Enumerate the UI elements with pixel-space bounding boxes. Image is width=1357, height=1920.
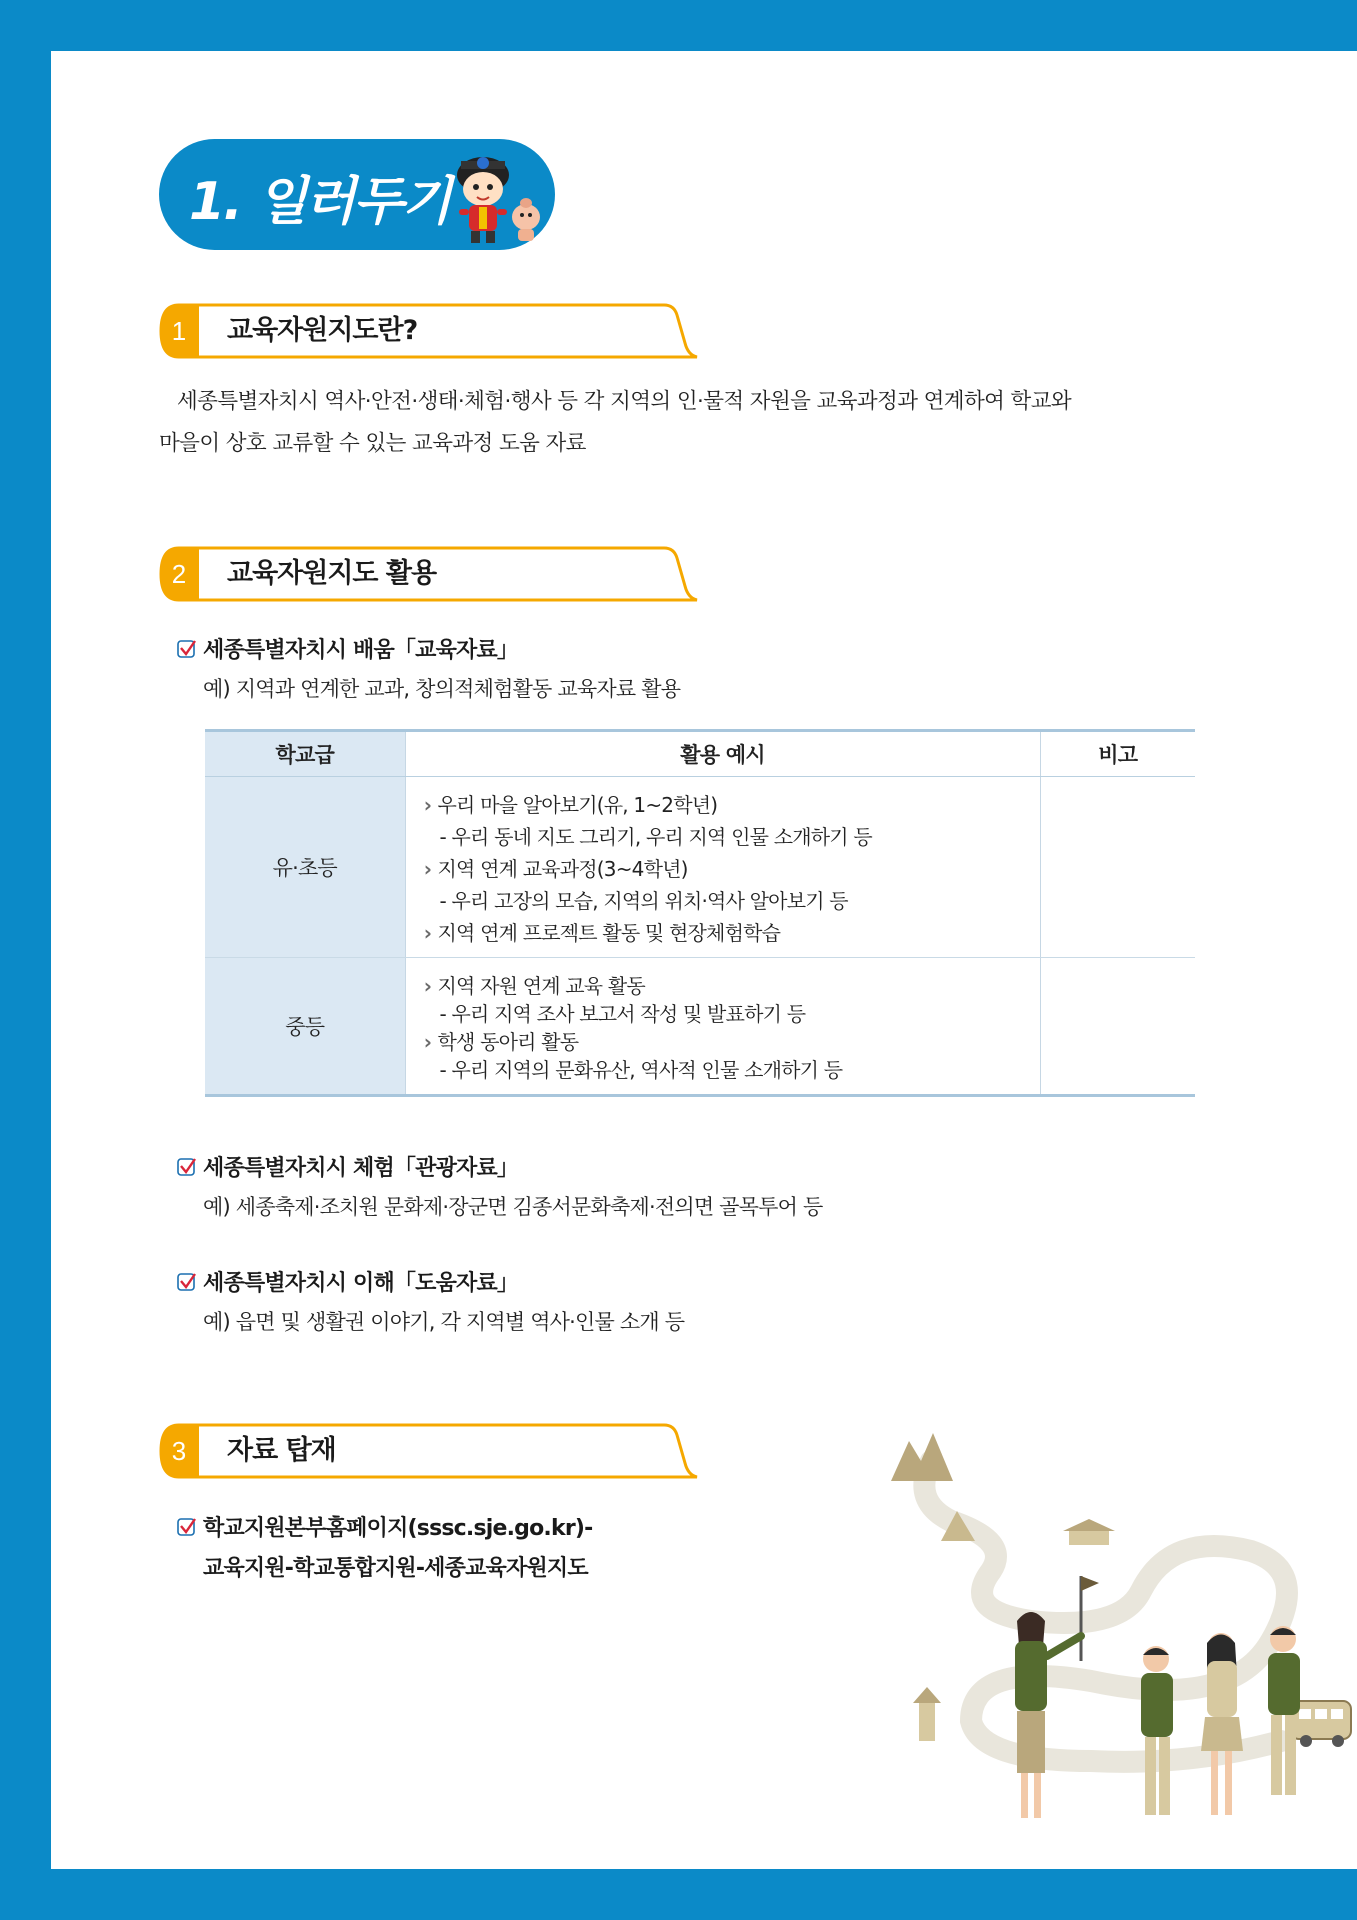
table-cell-examples: [405, 777, 1040, 958]
check-item-tourism: [177, 1151, 518, 1182]
table-header-level: 학교급: [205, 731, 405, 777]
section-number: 2: [171, 559, 187, 589]
section-3-header: [159, 1423, 699, 1479]
example-line: › 지역 연계 교육과정(3~4학년): [420, 853, 1026, 885]
example-text: 예) 세종축제·조치원 문화제·장군면 김종서문화축제·전의면 골목투어 등: [203, 1195, 823, 1219]
upload-location-line: 학교지원본부홈페이지(sssc.sje.go.kr)-: [203, 1516, 593, 1541]
table-row: [205, 777, 1195, 958]
example-line: › 우리 마을 알아보기(유, 1~2학년): [420, 789, 1026, 821]
table-row: [205, 958, 1195, 1096]
usage-table: [205, 729, 1195, 1097]
check-item-learning: [177, 633, 518, 664]
check-item-label: 세종특별자치시 배움「교육자료」: [203, 638, 519, 663]
section-title: 자료 탑재: [227, 1435, 336, 1466]
example-text: 예) 지역과 연계한 교과, 창의적체험활동 교육자료 활용: [203, 677, 681, 701]
document-page: [51, 51, 1357, 1869]
section-2-header: [159, 546, 699, 602]
section-number: 1: [171, 316, 187, 346]
section-1-header: [159, 303, 699, 359]
table-cell-level: 중등: [205, 958, 405, 1096]
table-cell-note: [1040, 958, 1195, 1096]
chapter-title-pill: [159, 139, 555, 250]
example-line: › 학생 동아리 활동: [420, 1028, 1026, 1056]
example-subline: - 우리 고장의 모습, 지역의 위치·역사 알아보기 등: [439, 889, 848, 913]
mascot-icon: [431, 147, 551, 247]
paragraph-line: 세종특별자치시 역사·안전·생태·체험·행사 등 각 지역의 인·물적 자원을 교육과정과 연계하여 학교와: [177, 389, 1072, 414]
upload-location-path: 교육지원-학교통합지원-세종교육자원지도: [203, 1556, 588, 1581]
table-cell-level: 유·초등: [205, 777, 405, 958]
table-cell-note: [1040, 777, 1195, 958]
section-1-paragraph: [159, 381, 1204, 465]
check-item-label: 세종특별자치시 체험「관광자료」: [203, 1156, 519, 1181]
table-header-note: 비고: [1040, 731, 1195, 777]
example-text: 예) 읍면 및 생활권 이야기, 각 지역별 역사·인물 소개 등: [203, 1310, 685, 1334]
section-title: 교육자원지도란?: [227, 315, 418, 346]
check-item-help: [177, 1266, 518, 1297]
travel-illustration: [891, 1421, 1357, 1841]
paragraph-line: 마을이 상호 교류할 수 있는 교육과정 도움 자료: [159, 431, 586, 456]
check-icon: [177, 639, 197, 659]
example-subline: - 우리 동네 지도 그리기, 우리 지역 인물 소개하기 등: [439, 825, 872, 849]
check-icon: [177, 1272, 197, 1292]
example-line: › 지역 연계 프로젝트 활동 및 현장체험학습: [420, 917, 1026, 949]
example-subline: - 우리 지역 조사 보고서 작성 및 발표하기 등: [439, 1002, 806, 1026]
section-title: 교육자원지도 활용: [227, 558, 437, 589]
check-icon: [177, 1517, 197, 1537]
check-item-upload: [177, 1511, 592, 1542]
chapter-title: 1. 일러두기: [189, 172, 450, 232]
check-icon: [177, 1157, 197, 1177]
section-number: 3: [171, 1436, 187, 1466]
example-line: › 지역 자원 연계 교육 활동: [420, 972, 1026, 1000]
table-header-examples: 활용 예시: [405, 731, 1040, 777]
example-subline: - 우리 지역의 문화유산, 역사적 인물 소개하기 등: [439, 1058, 843, 1082]
table-cell-examples: [405, 958, 1040, 1096]
check-item-label: 세종특별자치시 이해「도움자료」: [203, 1271, 519, 1296]
